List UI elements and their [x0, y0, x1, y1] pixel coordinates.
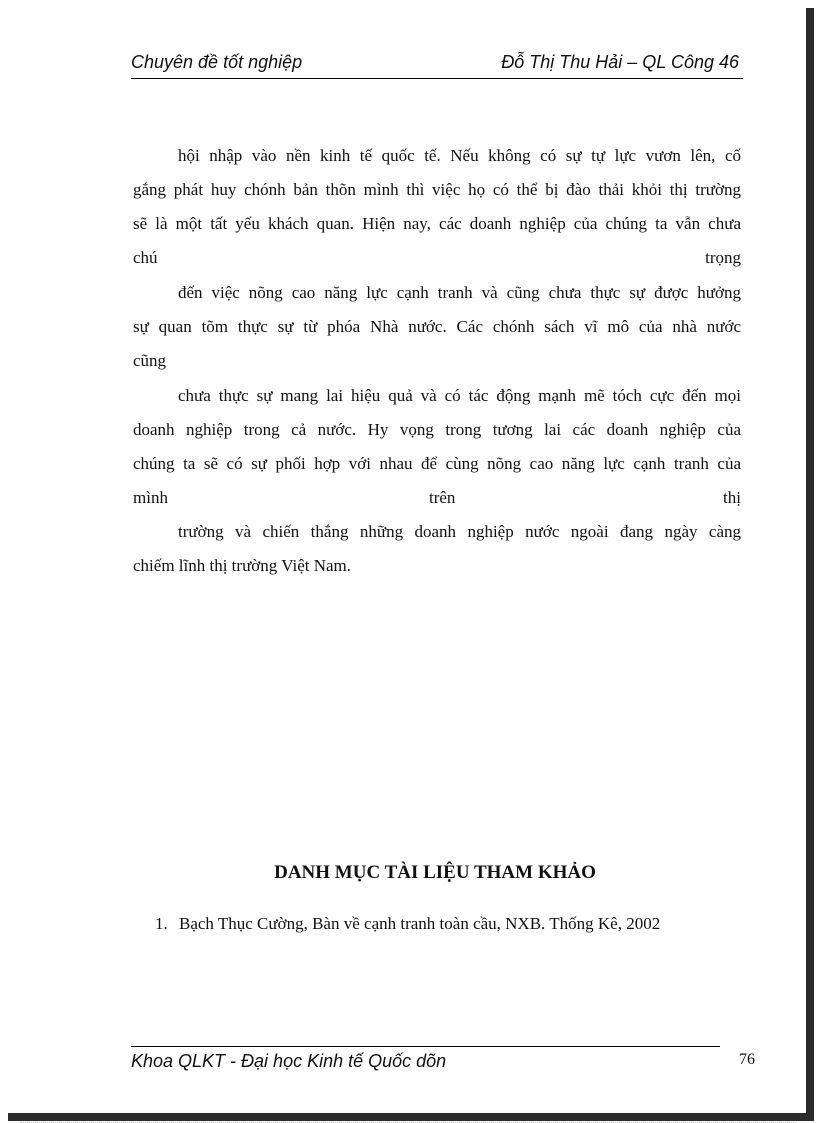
- page-shadow-bottom: [8, 1113, 814, 1121]
- references-title: DANH MỤC TÀI LIỆU THAM KHẢO: [274, 862, 596, 883]
- footer-rule: [131, 1046, 720, 1047]
- body-line: [133, 248, 741, 268]
- body-line: sẽ là một tất yếu khách quan. Hiện nay, các doanh nghiệp của chúng ta vẫn chưa: [133, 214, 741, 233]
- header-right-text: Đỗ Thị Thu Hải – QL Công 46: [501, 52, 739, 72]
- body-line: chúng ta sẽ có sự phối hợp với nhau để cùng nõng cao năng lực cạnh tranh của: [133, 454, 741, 473]
- body-line: trường và chiến thắng những doanh nghiệp nước ngoài đang ngày càng: [178, 522, 741, 541]
- header-left-text: Chuyên đề tốt nghiệp: [131, 52, 303, 72]
- reference-number: 1.: [155, 914, 168, 933]
- body-line: chiếm lĩnh thị trường Việt Nam.: [133, 556, 352, 575]
- page-shadow-right: [806, 8, 814, 1120]
- body-word: thị: [723, 488, 741, 507]
- body-line: cũng: [133, 351, 167, 370]
- body-word: chú: [133, 248, 158, 267]
- body-word: trên: [429, 488, 456, 507]
- body-word: mình: [133, 488, 168, 507]
- body-word: trọng: [705, 248, 741, 267]
- page-header: [131, 52, 743, 79]
- footer-text: Khoa QLKT - Đại học Kinh tế Quốc dõn: [131, 1051, 447, 1071]
- reference-item: [155, 914, 660, 934]
- body-line: hội nhập vào nền kinh tế quốc tế. Nếu không có sự tự lực vươn lên, cố: [178, 146, 741, 165]
- body-line: chưa thực sự mang lai hiệu quả và có tác động mạnh mẽ tóch cực đến mọi: [178, 386, 741, 405]
- body-line: doanh nghiệp trong cả nước. Hy vọng trong tương lai các doanh nghiệp của: [133, 420, 741, 439]
- body-line: đến việc nõng cao năng lực cạnh tranh và cũng chưa thực sự được hưởng: [178, 283, 741, 302]
- reference-text: Bạch Thục Cường, Bàn về cạnh tranh toàn cầu, NXB. Thống Kê, 2002: [179, 914, 661, 933]
- body-line: gắng phát huy chónh bản thõn mình thì việc họ có thể bị đào thải khỏi thị trường: [133, 180, 741, 199]
- body-line: [133, 488, 741, 508]
- body-line: sự quan tõm thực sự từ phóa Nhà nước. Các chónh sách vĩ mô của nhà nước: [133, 317, 741, 336]
- page-number: 76: [739, 1051, 755, 1068]
